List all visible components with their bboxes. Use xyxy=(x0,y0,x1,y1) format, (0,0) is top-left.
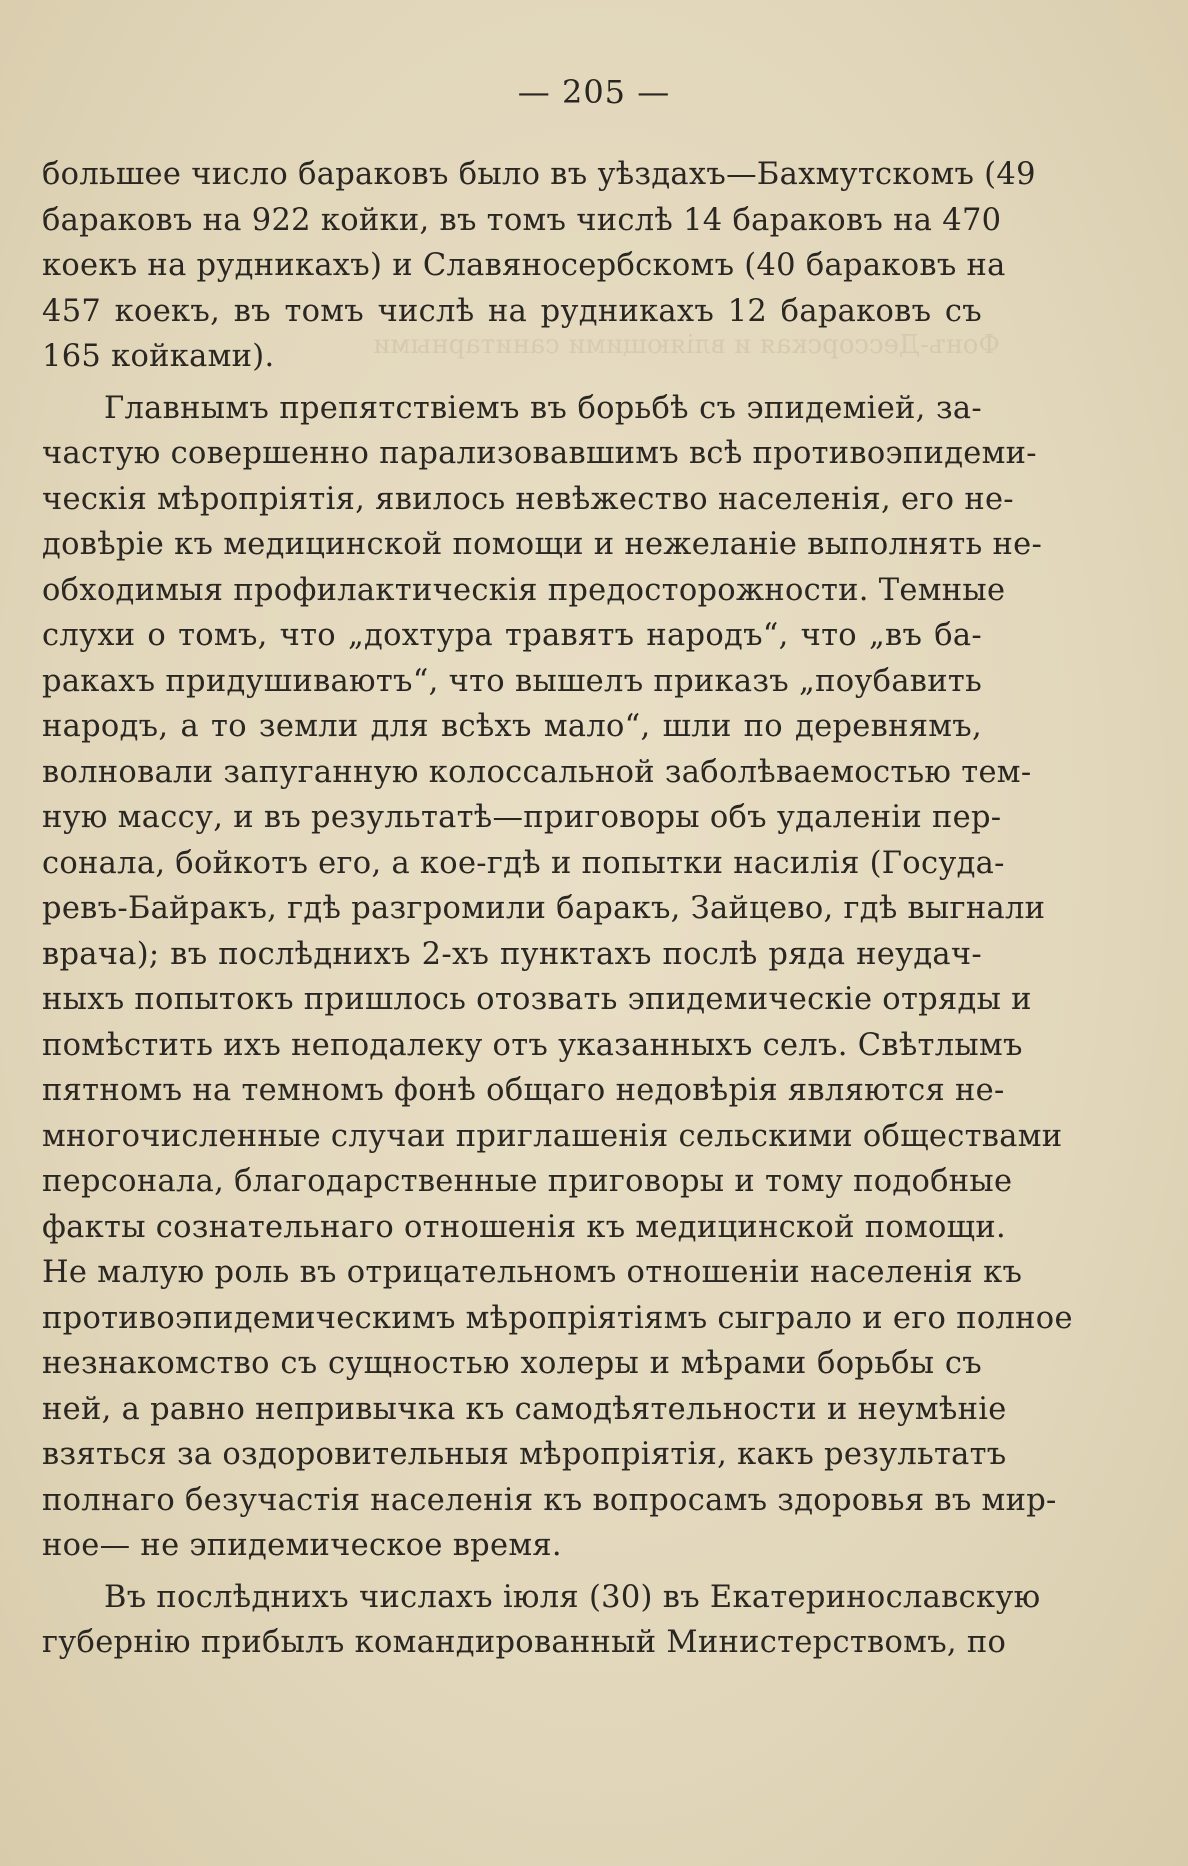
text-line: противоэпидемическимъ мѣропріятіямъ сыграло и его полное xyxy=(42,1300,1073,1336)
paragraph-2 xyxy=(42,386,1073,1569)
text-line: факты сознательнаго отношенія къ медицинской помощи. xyxy=(42,1209,1006,1245)
paragraph-3 xyxy=(42,1575,1041,1666)
text-line: коекъ на рудникахъ) и Славяносербскомъ (40 бараковъ на xyxy=(42,248,1006,283)
text-line: сонала, бойкотъ его, а кое-гдѣ и попытки насилія (Госуда- xyxy=(42,845,1005,881)
text-line: большее число бараковъ было въ уѣздахъ—Бахмутскомъ (49 xyxy=(42,157,1036,192)
text-line: полнаго безучастія населенія къ вопросамъ здоровья въ мир- xyxy=(42,1482,1057,1518)
text-line: народъ, а то земли для всѣхъ мало“, шли по деревнямъ, xyxy=(42,709,982,744)
text-line: бараковъ на 922 койки, въ томъ числѣ 14 бараковъ на 470 xyxy=(42,202,1002,238)
bleed-through-text: Фонъ-Дессорская и вліяющими санитарными xyxy=(372,330,1000,360)
text-line: помѣстить ихъ неподалеку отъ указанныхъ селъ. Свѣтлымъ xyxy=(42,1027,1023,1063)
text-line: ныхъ попытокъ пришлось отозвать эпидемическіе отряды и xyxy=(42,982,1032,1017)
text-line: довѣріе къ медицинской помощи и нежеланіе выполнять не- xyxy=(42,527,1043,562)
text-line: пятномъ на темномъ фонѣ общаго недовѣрія являются не- xyxy=(42,1073,1005,1108)
text-line: ную массу, и въ результатѣ—приговоры объ удаленіи пер- xyxy=(42,800,1002,835)
body-text xyxy=(42,152,1073,1666)
text-line: персонала, благодарственные приговоры и тому подобные xyxy=(42,1164,1013,1199)
text-line: ревъ-Байракъ, гдѣ разгромили баракъ, Зайцево, гдѣ выгнали xyxy=(42,891,1046,926)
text-line: Главнымъ препятствіемъ въ борьбѣ съ эпидеміей, за- xyxy=(104,390,982,426)
text-line: ракахъ придушиваютъ“, что вышелъ приказъ „поубавить xyxy=(42,663,982,699)
text-line: частую совершенно парализовавшимъ всѣ противоэпидеми- xyxy=(42,436,1037,471)
text-line: ное— не эпидемическое время. xyxy=(42,1528,562,1563)
text-line: Въ послѣднихъ числахъ іюля (30) въ Екатеринославскую xyxy=(104,1579,1041,1615)
text-line: Не малую роль въ отрицательномъ отношеніи населенія къ xyxy=(42,1255,1023,1290)
text-line: слухи о томъ, что „дохтура травятъ народъ“, что „въ ба- xyxy=(42,618,982,653)
text-line: врача); въ послѣднихъ 2-хъ пунктахъ послѣ ряда неудач- xyxy=(42,936,982,972)
text-line: ней, а равно непривычка къ самодѣятельности и неумѣніе xyxy=(42,1391,1007,1427)
page-number: — 205 — xyxy=(517,73,671,111)
text-line: губернію прибылъ командированный Министерствомъ, по xyxy=(42,1625,1007,1660)
text-line: 165 койками). xyxy=(42,339,275,374)
paragraph-1 xyxy=(42,152,1036,380)
text-line: волновали запуганную колоссальной заболѣваемостью тем- xyxy=(42,754,1032,790)
text-line: незнакомство съ сущностью холеры и мѣрами борьбы съ xyxy=(42,1346,982,1381)
text-line: взяться за оздоровительныя мѣропріятія, какъ результатъ xyxy=(42,1437,1007,1472)
text-line: обходимыя профилактическія предосторожности. Темные xyxy=(42,572,1006,608)
text-line: многочисленные случаи приглашенія сельскими обществами xyxy=(42,1118,1063,1154)
text-line: ческія мѣропріятія, явилось невѣжество населенія, его не- xyxy=(42,481,1014,517)
text-line: 457 коекъ, въ томъ числѣ на рудникахъ 12 бараковъ съ xyxy=(42,293,982,329)
